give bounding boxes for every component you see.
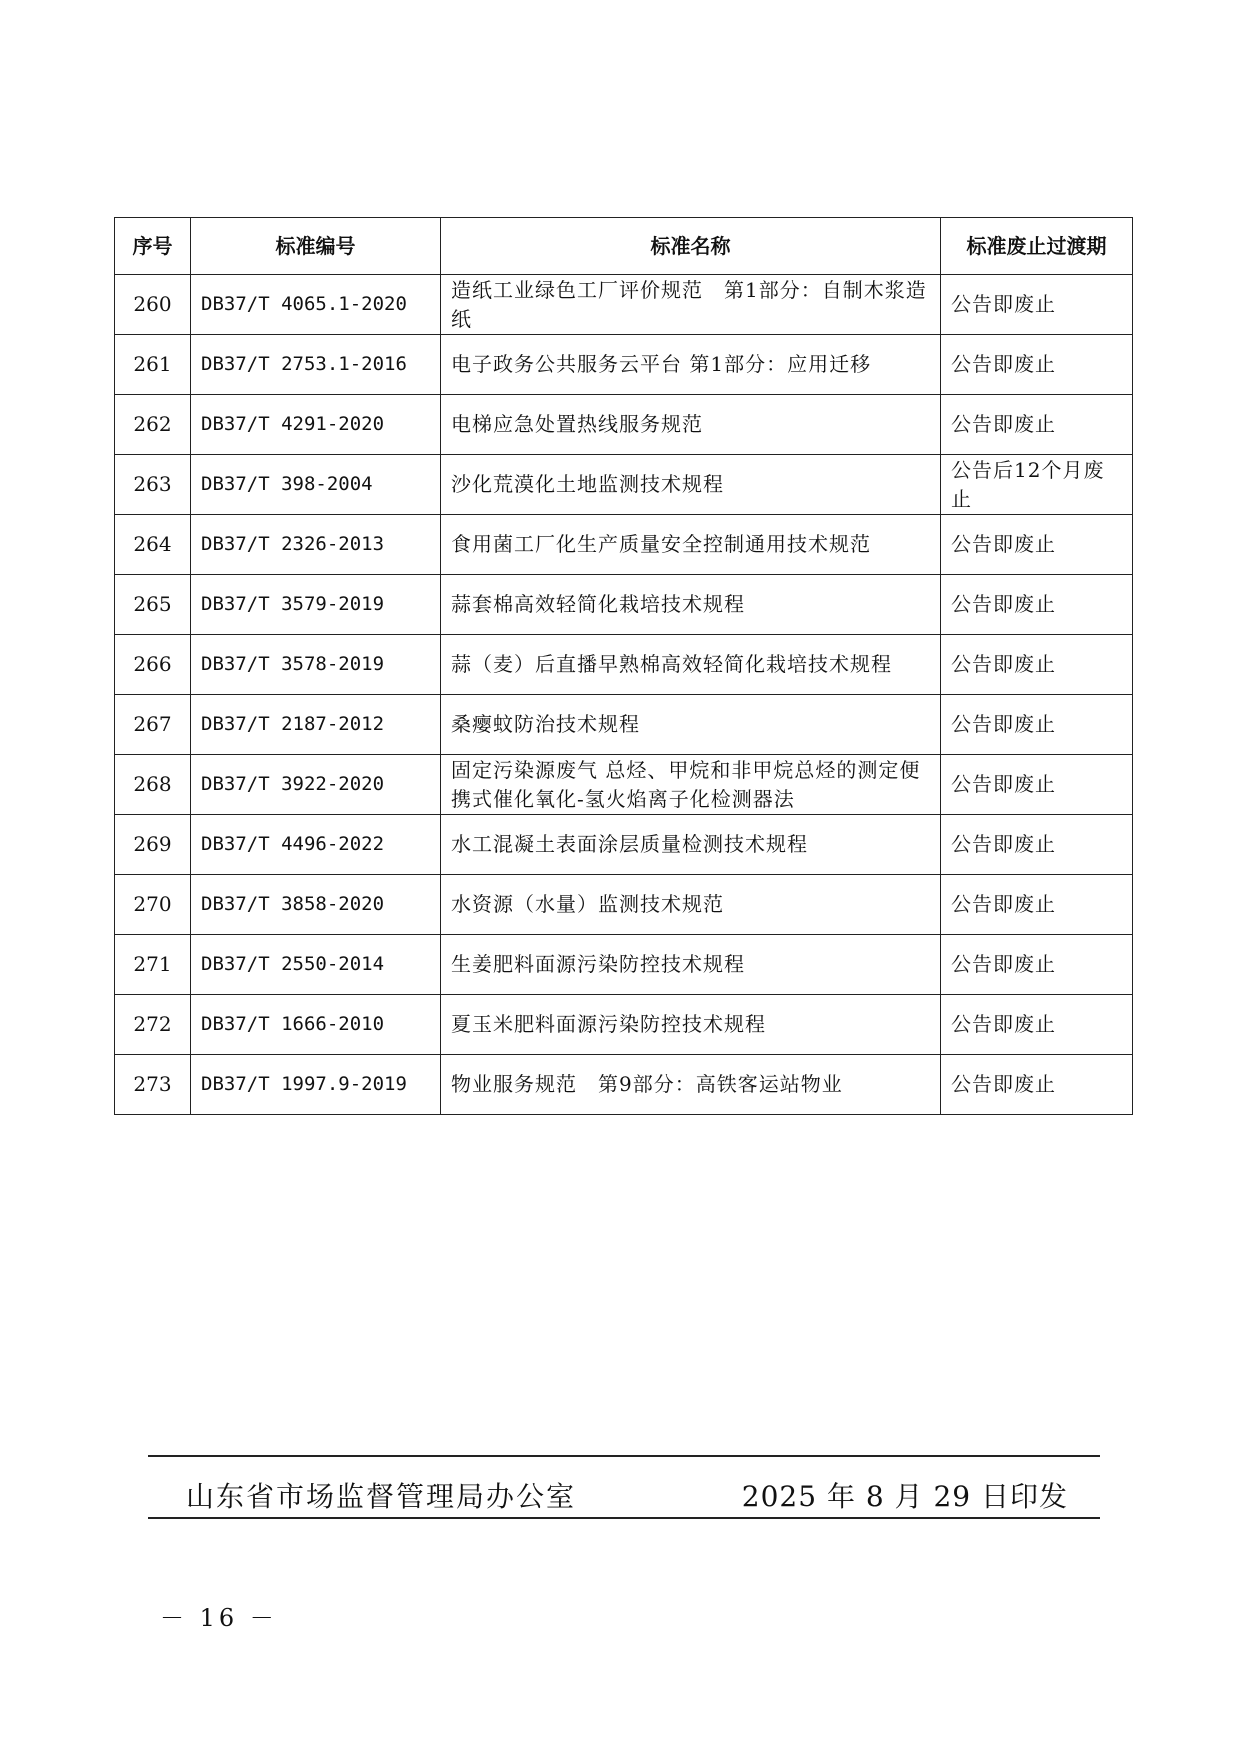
table-row bbox=[115, 515, 1133, 575]
serial-number: 265 bbox=[115, 575, 191, 635]
table-row bbox=[115, 875, 1133, 935]
standard-name: 夏玉米肥料面源污染防控技术规程 bbox=[441, 995, 941, 1055]
standard-name: 造纸工业绿色工厂评价规范 第1部分：自制木浆造纸 bbox=[441, 275, 941, 335]
abolish-period: 公告即废止 bbox=[941, 515, 1133, 575]
footer-bottom-rule bbox=[148, 1517, 1100, 1519]
abolish-period: 公告即废止 bbox=[941, 695, 1133, 755]
standard-name: 电子政务公共服务云平台 第1部分：应用迁移 bbox=[441, 335, 941, 395]
table-row bbox=[115, 695, 1133, 755]
serial-number: 266 bbox=[115, 635, 191, 695]
standard-code: DB37/T 2550-2014 bbox=[191, 935, 441, 995]
header-period: 标准废止过渡期 bbox=[941, 218, 1133, 275]
standard-code: DB37/T 398-2004 bbox=[191, 455, 441, 515]
abolish-period: 公告后12个月废止 bbox=[941, 455, 1133, 515]
standard-name: 蒜套棉高效轻简化栽培技术规程 bbox=[441, 575, 941, 635]
standard-name: 固定污染源废气 总烃、甲烷和非甲烷总烃的测定便携式催化氧化-氢火焰离子化检测器法 bbox=[441, 755, 941, 815]
serial-number: 261 bbox=[115, 335, 191, 395]
table-row bbox=[115, 755, 1133, 815]
table-row bbox=[115, 935, 1133, 995]
table-row bbox=[115, 635, 1133, 695]
table-row bbox=[115, 455, 1133, 515]
serial-number: 272 bbox=[115, 995, 191, 1055]
standard-code: DB37/T 3578-2019 bbox=[191, 635, 441, 695]
table-row bbox=[115, 335, 1133, 395]
table-row bbox=[115, 1055, 1133, 1115]
standard-code: DB37/T 2753.1-2016 bbox=[191, 335, 441, 395]
standard-code: DB37/T 4291-2020 bbox=[191, 395, 441, 455]
table-row bbox=[115, 815, 1133, 875]
standard-name: 沙化荒漠化土地监测技术规程 bbox=[441, 455, 941, 515]
standard-code: DB37/T 3579-2019 bbox=[191, 575, 441, 635]
table-header-row bbox=[115, 218, 1133, 275]
serial-number: 268 bbox=[115, 755, 191, 815]
standard-code: DB37/T 2326-2013 bbox=[191, 515, 441, 575]
abolish-period: 公告即废止 bbox=[941, 635, 1133, 695]
abolish-period: 公告即废止 bbox=[941, 395, 1133, 455]
abolish-period: 公告即废止 bbox=[941, 335, 1133, 395]
table-row bbox=[115, 575, 1133, 635]
footer-top-rule bbox=[148, 1455, 1100, 1457]
standard-code: DB37/T 4496-2022 bbox=[191, 815, 441, 875]
serial-number: 273 bbox=[115, 1055, 191, 1115]
abolish-period: 公告即废止 bbox=[941, 1055, 1133, 1115]
standard-name: 水工混凝土表面涂层质量检测技术规程 bbox=[441, 815, 941, 875]
standard-name: 水资源（水量）监测技术规范 bbox=[441, 875, 941, 935]
serial-number: 269 bbox=[115, 815, 191, 875]
table-row bbox=[115, 275, 1133, 335]
serial-number: 262 bbox=[115, 395, 191, 455]
standard-name: 食用菌工厂化生产质量安全控制通用技术规范 bbox=[441, 515, 941, 575]
table-row bbox=[115, 995, 1133, 1055]
issue-date: 2025 年 8 月 29 日印发 bbox=[741, 1480, 1068, 1513]
abolish-period: 公告即废止 bbox=[941, 875, 1133, 935]
serial-number: 270 bbox=[115, 875, 191, 935]
standard-name: 物业服务规范 第9部分：高铁客运站物业 bbox=[441, 1055, 941, 1115]
abolish-period: 公告即废止 bbox=[941, 815, 1133, 875]
abolish-period: 公告即废止 bbox=[941, 755, 1133, 815]
header-code: 标准编号 bbox=[191, 218, 441, 275]
standard-code: DB37/T 1997.9-2019 bbox=[191, 1055, 441, 1115]
standard-name: 蒜（麦）后直播早熟棉高效轻简化栽培技术规程 bbox=[441, 635, 941, 695]
header-serial: 序号 bbox=[115, 218, 191, 275]
serial-number: 264 bbox=[115, 515, 191, 575]
serial-number: 267 bbox=[115, 695, 191, 755]
standard-code: DB37/T 2187-2012 bbox=[191, 695, 441, 755]
standard-code: DB37/T 4065.1-2020 bbox=[191, 275, 441, 335]
standard-name: 电梯应急处置热线服务规范 bbox=[441, 395, 941, 455]
abolish-period: 公告即废止 bbox=[941, 575, 1133, 635]
page-number: － 16 － bbox=[160, 1604, 278, 1632]
serial-number: 263 bbox=[115, 455, 191, 515]
abolish-period: 公告即废止 bbox=[941, 275, 1133, 335]
abolish-period: 公告即废止 bbox=[941, 935, 1133, 995]
serial-number: 260 bbox=[115, 275, 191, 335]
standard-name: 生姜肥料面源污染防控技术规程 bbox=[441, 935, 941, 995]
serial-number: 271 bbox=[115, 935, 191, 995]
abolish-period: 公告即废止 bbox=[941, 995, 1133, 1055]
standard-code: DB37/T 1666-2010 bbox=[191, 995, 441, 1055]
issuer-name: 山东省市场监督管理局办公室 bbox=[186, 1480, 577, 1513]
header-name: 标准名称 bbox=[441, 218, 941, 275]
standards-table bbox=[114, 217, 1133, 1115]
standard-code: DB37/T 3858-2020 bbox=[191, 875, 441, 935]
standard-code: DB37/T 3922-2020 bbox=[191, 755, 441, 815]
standard-name: 桑瘿蚊防治技术规程 bbox=[441, 695, 941, 755]
table-row bbox=[115, 395, 1133, 455]
